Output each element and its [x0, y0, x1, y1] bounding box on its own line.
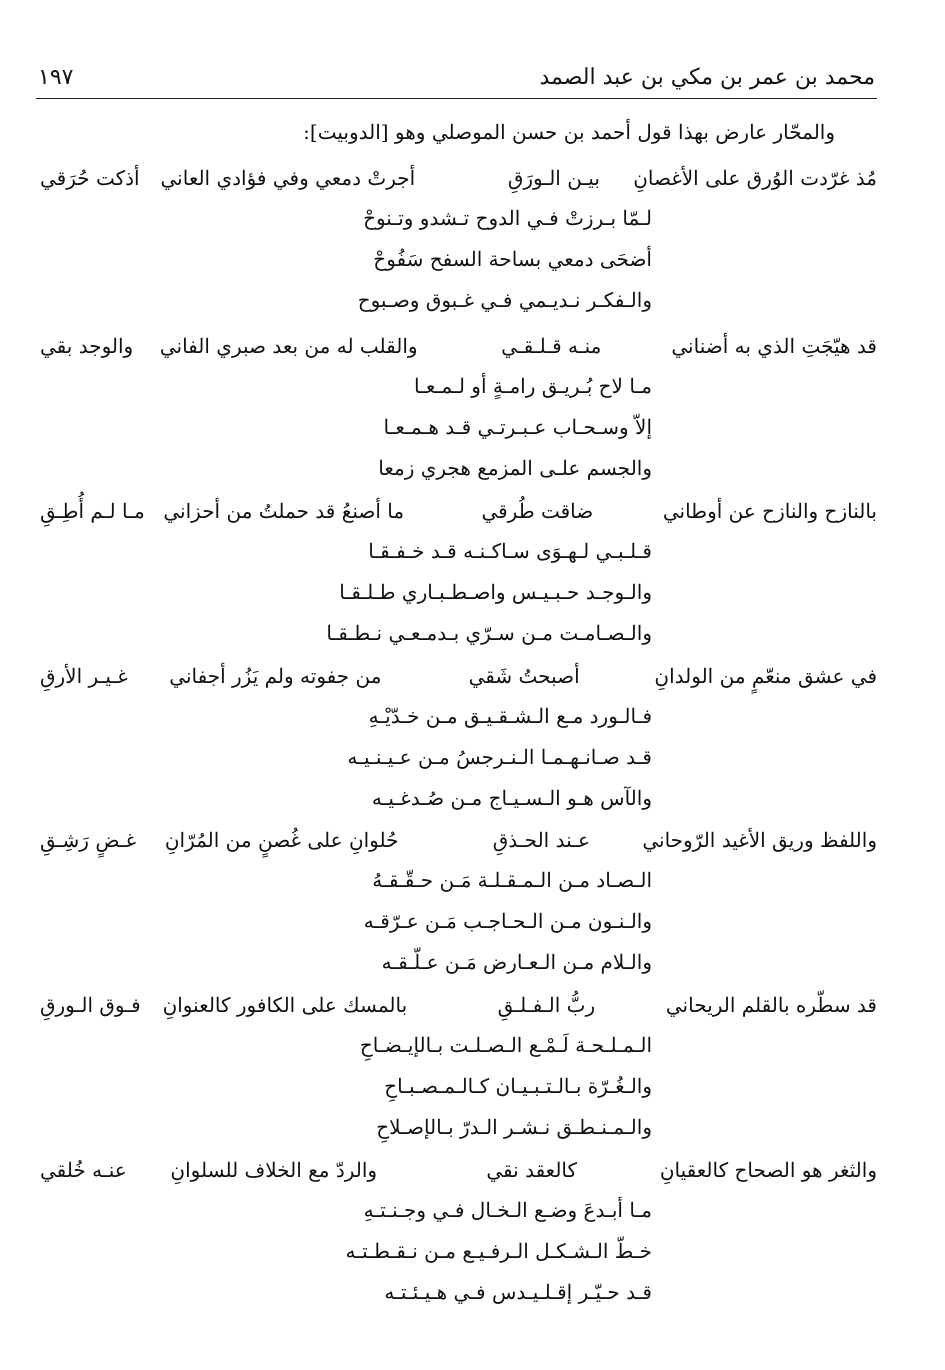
stanza — [40, 1150, 877, 1313]
stanza-tail-line: مـا أبـدعَ وضـع الـخـال فـي وجـنـتـهِ — [363, 1198, 652, 1222]
hemistich: والوجد بقي — [40, 334, 134, 358]
hemistich: عـند الحـذقِ — [492, 828, 590, 852]
stanza-tail-line: قـد صـانـهـمـا الـنـرجسُ مـن عـيـنـيـه — [347, 745, 652, 769]
stanza-main-line — [40, 985, 877, 1025]
stanza-tail-line: والـلام مـن الـعـارض مَـن عـلّـقـه — [381, 950, 652, 974]
hemistich: مُذ غرّدت الوُرق على الأغصانِ — [633, 166, 877, 190]
hemistich: عنـه خُلقي — [40, 1158, 127, 1182]
stanza — [40, 326, 877, 489]
stanza-tail-line: قـد حـيّـر إقـلـيـدس فـي هـيـئـتـه — [384, 1280, 652, 1304]
hemistich: بيـن الـورَقِ — [507, 166, 600, 190]
stanza-main-line — [40, 820, 877, 860]
stanza-tail-line: والـصـامـت مـن سـرّي بـدمـعـي نـطـقـا — [326, 621, 652, 645]
hemistich: واللفظ وريق الأغيد الرّوحاني — [642, 828, 877, 852]
stanza — [40, 820, 877, 983]
stanza-tail-line: فـالـورد مـع الـشـقـيـق مـن خـدّيْـهِ — [368, 704, 652, 728]
stanza-main-line — [40, 491, 877, 531]
hemistich: في عشق منعّمٍ من الولدانِ — [654, 664, 877, 688]
hemistich: أذكت حُرَقي — [40, 166, 140, 190]
hemistich: غـيـر الأرقِ — [40, 664, 128, 688]
stanza-main-line — [40, 158, 877, 198]
hemistich: من جفوته ولم يَزُر أجفاني — [169, 664, 382, 688]
stanza-tail-line: والجسم علـى المزمع هجري زمعا — [378, 456, 652, 480]
hemistich: والقلب له من بعد صبري الفاني — [159, 334, 418, 358]
hemistich: أجرتْ دمعي وفي فؤادي العاني — [160, 166, 416, 190]
stanza-tail-line: والـمـنـطـق نـشـر الـدرّ بـالإصـلاحِ — [376, 1115, 652, 1139]
hemistich: منـه قـلـقـي — [501, 334, 602, 358]
stanza-tail-line: والـوجـد حـبـيـس واصـطـبـاري طـلـقـا — [339, 580, 652, 604]
running-head — [38, 60, 875, 94]
stanza-tail-line: الـصـاد مـن الـمـقـلـة مَـن حـقّـقـهُ — [372, 868, 652, 892]
stanza — [40, 491, 877, 654]
stanza-tail-line: لـمّا بـرزتْ فـي الدوح تـشدو وتـنوحْ — [363, 206, 652, 230]
hemistich: حُلوانِ على غُصنٍ من المُرّانِ — [164, 828, 399, 852]
intro-line: والمحّار عارض بهذا قول أحمد بن حسن الموصلي وهو [الدوبيت]: — [303, 120, 835, 144]
hemistich: فـوق الـورقِ — [40, 993, 141, 1017]
hemistich: قد سطّره بالقلم الريحاني — [665, 993, 877, 1017]
hemistich: ربُّ الـفـلـقِ — [497, 993, 596, 1017]
stanza-tail-line: قـلـبـي لـهـوَى سـاكـنـه قـد خـفـقـا — [368, 539, 652, 563]
stanza-main-line — [40, 1150, 877, 1190]
hemistich: والردّ مع الخلاف للسلوانِ — [170, 1158, 378, 1182]
hemistich: بالمسك على الكافور كالعنوانِ — [162, 993, 408, 1017]
hemistich: بالنازح والنازح عن أوطاني — [662, 499, 877, 523]
hemistich: أصبحتُ شَقي — [468, 664, 580, 688]
hemistich: قد هيّجَتِ الذي به أضناني — [671, 334, 877, 358]
stanza-tail-line: والـفكـر نـديـمي فـي غـبوق وصـبوح — [357, 288, 652, 312]
stanza-tail-line: والآس هـو الـسـيـاج مـن صُـدغـيـه — [371, 786, 652, 810]
stanza — [40, 158, 877, 321]
header-rule — [36, 98, 877, 99]
running-title: محمد بن عمر بن مكي بن عبد الصمد — [539, 64, 875, 90]
stanza-tail-line: أضحَى دمعي بساحة السفح سَفُوحْ — [373, 247, 652, 271]
stanza-tail-line: والـغُـرّة بـالـتـبـيـان كـالـمـصـبـاحِ — [384, 1074, 652, 1098]
hemistich: مـا لـم أُطِـقِ — [40, 499, 145, 523]
stanza — [40, 656, 877, 819]
stanza-main-line — [40, 326, 877, 366]
stanza-tail-line: إلاّ وسـحـاب عـبـرتـي قـد هـمـعـا — [383, 415, 652, 439]
page-number: ١٩٧ — [38, 64, 74, 90]
stanza-tail-line: والـنـون مـن الـحـاجـب مَـن عـرّقـه — [363, 909, 652, 933]
stanza — [40, 985, 877, 1148]
hemistich: والثغر هو الصحاح كالعقيانِ — [659, 1158, 877, 1182]
stanza-tail-line: مـا لاح بُـريـق رامـةٍ أو لـمـعـا — [413, 374, 652, 398]
hemistich: ضاقت طُرقي — [481, 499, 594, 523]
stanza-tail-line: خـطّ الـشـكـل الـرفـيـع مـن نـقـطـتـه — [345, 1239, 652, 1263]
hemistich: غـضٍ رَشِـقِ — [40, 828, 137, 852]
stanza-tail-line: الـمـلـحـة لَـمْـع الـصـلـت بـالإيـضـاحِ — [359, 1033, 652, 1057]
hemistich: كالعقد نقي — [486, 1158, 578, 1182]
stanza-main-line — [40, 656, 877, 696]
hemistich: ما أصنعُ قد حملتُ من أحزاني — [163, 499, 405, 523]
